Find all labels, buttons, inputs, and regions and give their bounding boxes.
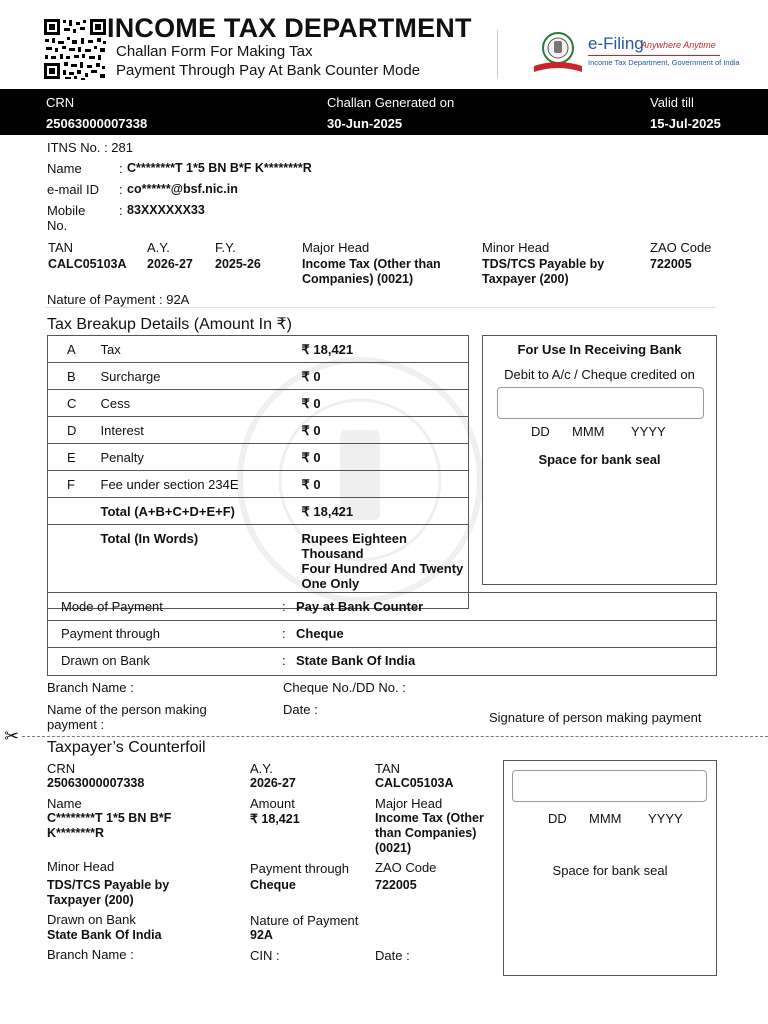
cf-name-value-1: C********T 1*5 BN B*F (47, 811, 172, 825)
major-head-value-2: Companies) (0021) (302, 272, 414, 286)
total-label: Total (A+B+C+D+E+F) (101, 498, 302, 525)
email-colon: : (119, 182, 123, 197)
cf-crn-value: 25063000007338 (47, 776, 145, 790)
fy-value: 2025-26 (215, 257, 261, 271)
cf-mmm-label: MMM (589, 811, 622, 826)
cut-line (22, 736, 768, 737)
receiving-bank-title: For Use In Receiving Bank (517, 342, 682, 357)
email-label: e-mail ID (47, 182, 100, 197)
cf-cin-label: CIN : (250, 948, 280, 963)
counterfoil-title: Taxpayer’s Counterfoil (47, 739, 206, 756)
cf-amount-value: ₹ 18,421 (250, 812, 300, 826)
crn-value: 25063000007338 (46, 116, 148, 131)
minor-head-value-1: TDS/TCS Payable by (482, 257, 605, 271)
total-words-label: Total (In Words) (101, 525, 302, 609)
subtitle-line-2: Payment Through Pay At Bank Counter Mode (116, 62, 421, 79)
subtitle-line-1: Challan Form For Making Tax (116, 43, 313, 60)
cf-minor-value-1: TDS/TCS Payable by (47, 878, 170, 892)
breakup-label: Penalty (101, 444, 302, 471)
cf-crn-label: CRN (47, 761, 76, 776)
department-title: INCOME TAX DEPARTMENT (107, 13, 472, 43)
itns-number: ITNS No. : 281 (47, 140, 133, 155)
mobile-label: Mobile (47, 203, 86, 218)
tax-breakup-table (47, 335, 469, 609)
breakup-amount: ₹ 0 (302, 417, 469, 444)
breakup-code: F (48, 471, 101, 498)
major-head-label: Major Head (302, 240, 370, 255)
breakup-label: Tax (101, 336, 302, 363)
through-value: Cheque (296, 626, 344, 641)
efiling-logo (532, 30, 740, 74)
drawn-value: State Bank Of India (296, 653, 416, 668)
breakup-row (48, 417, 469, 444)
scissors-icon: ✂ (4, 726, 20, 746)
crn-label: CRN (46, 95, 75, 110)
breakup-amount: ₹ 0 (302, 471, 469, 498)
total-value: ₹ 18,421 (302, 498, 469, 525)
bank-seal-space: Space for bank seal (538, 452, 661, 467)
drawn-colon: : (282, 653, 286, 668)
name-colon: : (119, 161, 123, 176)
tax-breakup-title: Tax Breakup Details (Amount In ₹) (47, 316, 292, 333)
cf-major-label: Major Head (375, 796, 443, 811)
breakup-code: B (48, 363, 101, 390)
date-label: Date : (283, 702, 318, 717)
breakup-total-row (48, 498, 469, 525)
name-label: Name (47, 161, 82, 176)
cf-tan-value: CALC05103A (375, 776, 454, 790)
breakup-label: Cess (101, 390, 302, 417)
receiving-bank-box (482, 335, 717, 585)
payment-through-row (48, 620, 716, 648)
cf-major-value-2: than Companies) (375, 826, 477, 840)
generated-label: Challan Generated on (327, 95, 455, 110)
generated-value: 30-Jun-2025 (327, 116, 403, 131)
counterfoil-bank-box (503, 760, 717, 976)
person-name-label-cont: payment : (47, 717, 105, 732)
debit-label: Debit to A/c / Cheque credited on (504, 367, 695, 382)
breakup-label: Interest (101, 417, 302, 444)
minor-head-label: Minor Head (482, 240, 550, 255)
cf-drawn-value: State Bank Of India (47, 928, 162, 942)
major-head-value-1: Income Tax (Other than (302, 257, 441, 271)
drawn-label: Drawn on Bank (61, 653, 150, 668)
cf-ay-label: A.Y. (250, 761, 273, 776)
section-divider (46, 307, 716, 308)
valid-till-label: Valid till (650, 95, 694, 110)
valid-till-value: 15-Jul-2025 (650, 116, 721, 131)
breakup-row (48, 444, 469, 471)
cf-through-value: Cheque (250, 878, 296, 892)
cf-major-value-1: Income Tax (Other (375, 811, 484, 825)
cf-zao-label: ZAO Code (375, 860, 437, 875)
efiling-tagline: Anywhere Anytime (641, 40, 716, 50)
mobile-label-cont: No. (47, 218, 68, 233)
cf-through-label: Payment through (250, 861, 350, 876)
ay-value: 2026-27 (147, 257, 193, 271)
cf-tan-label: TAN (375, 761, 401, 776)
breakup-row (48, 363, 469, 390)
ay-label: A.Y. (147, 240, 170, 255)
mode-value: Pay at Bank Counter (296, 599, 424, 614)
breakup-amount: ₹ 0 (302, 444, 469, 471)
nature-of-payment: Nature of Payment : 92A (47, 292, 190, 307)
mode-label: Mode of Payment (61, 599, 163, 614)
cf-major-value-3: (0021) (375, 841, 412, 855)
breakup-code: C (48, 390, 101, 417)
breakup-amount: ₹ 0 (302, 390, 469, 417)
bank-date-input[interactable] (497, 387, 704, 419)
mode-of-payment-row (48, 593, 716, 621)
cf-drawn-label: Drawn on Bank (47, 912, 136, 927)
total-words-line-2: Four Hundred And Twenty (301, 561, 464, 576)
efiling-subtitle: Income Tax Department, Government of India (588, 58, 740, 67)
breakup-code: A (48, 336, 101, 363)
cf-nature-value: 92A (250, 928, 273, 942)
mobile-value: 83XXXXXX33 (127, 203, 205, 217)
cf-yyyy-label: YYYY (648, 811, 683, 826)
name-value: C********T 1*5 BN B*F K********R (127, 161, 312, 175)
total-words-line-1: Rupees Eighteen Thousand (301, 531, 407, 561)
breakup-amount: ₹ 18,421 (302, 336, 469, 363)
through-colon: : (282, 626, 286, 641)
cf-zao-value: 722005 (375, 878, 417, 892)
bank-yyyy-label: YYYY (631, 424, 666, 439)
zao-code-label: ZAO Code (650, 240, 712, 255)
cf-name-label: Name (47, 796, 82, 811)
breakup-amount: ₹ 0 (302, 363, 469, 390)
cf-amount-label: Amount (250, 796, 295, 811)
cf-minor-label: Minor Head (47, 859, 115, 874)
cf-nature-label: Nature of Payment (250, 913, 359, 928)
cf-name-value-2: K********R (47, 826, 104, 840)
breakup-row (48, 390, 469, 417)
drawn-on-bank-row (48, 647, 716, 674)
bank-dd-label: DD (531, 424, 550, 439)
logo-underline (588, 55, 720, 56)
tan-value: CALC05103A (48, 257, 127, 271)
breakup-label: Fee under section 234E (101, 471, 302, 498)
through-label: Payment through (61, 626, 161, 641)
cheque-no-label: Cheque No./DD No. : (283, 680, 406, 695)
cf-date-label: Date : (375, 948, 410, 963)
bank-mmm-label: MMM (572, 424, 605, 439)
zao-code-value: 722005 (650, 257, 692, 271)
email-value: co******@bsf.nic.in (127, 182, 238, 196)
cf-date-input[interactable] (512, 770, 707, 802)
tan-label: TAN (48, 240, 74, 255)
breakup-label: Surcharge (101, 363, 302, 390)
mobile-colon: : (119, 203, 123, 218)
signature-label: Signature of person making payment (489, 710, 702, 725)
breakup-code: D (48, 417, 101, 444)
qr-code (43, 18, 107, 80)
emblem-icon (532, 30, 584, 74)
cf-branch-label: Branch Name : (47, 947, 134, 962)
breakup-row (48, 336, 469, 363)
fy-label: F.Y. (215, 240, 236, 255)
cf-dd-label: DD (548, 811, 567, 826)
efiling-title: e-Filing (588, 34, 644, 53)
breakup-code: E (48, 444, 101, 471)
cf-bank-seal-space: Space for bank seal (552, 863, 668, 878)
breakup-row (48, 471, 469, 498)
branch-name-label: Branch Name : (47, 680, 134, 695)
mode-colon: : (282, 599, 286, 614)
person-name-label: Name of the person making (47, 702, 207, 717)
header-divider (497, 30, 498, 78)
payment-mode-box (47, 592, 717, 676)
cf-minor-value-2: Taxpayer (200) (47, 893, 134, 907)
challan-info-bar (0, 89, 768, 135)
total-words-line-3: One Only (301, 576, 360, 591)
minor-head-value-2: Taxpayer (200) (482, 272, 569, 286)
cf-ay-value: 2026-27 (250, 776, 296, 790)
